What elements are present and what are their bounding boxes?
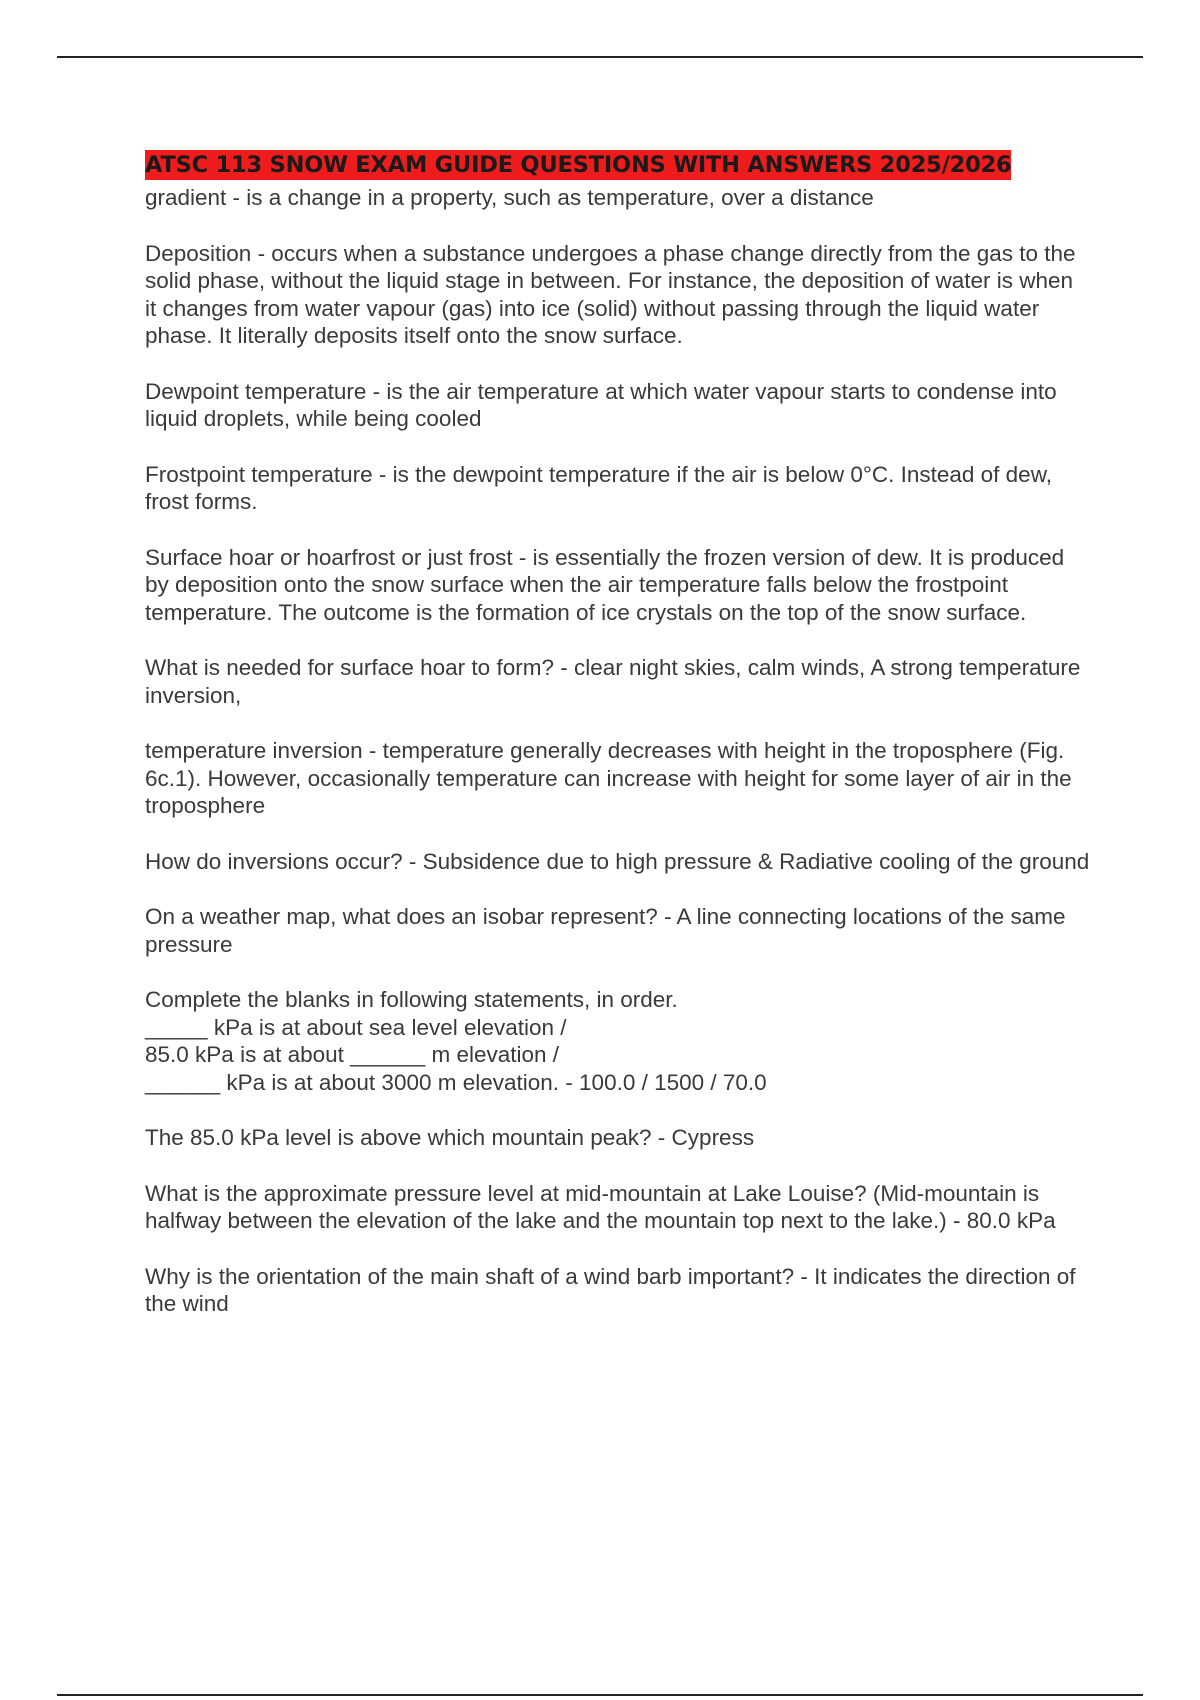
header-rule [57, 56, 1143, 58]
qa-entry-mountain-peak: The 85.0 kPa level is above which mountain peak? - Cypress [145, 1125, 755, 1150]
qa-entry-deposition: Deposition - occurs when a substance undergoes a phase change directly from the gas to the solid phase, without the liquid stage in between. For instance, the deposition of water is when it changes from water vapour (gas) into ice (solid) without passing through the liquid water phase. It literally deposits itself onto the snow surface. [145, 240, 1076, 348]
qa-entry-lake-louise: What is the approximate pressure level at mid-mountain at Lake Louise? (Mid-mountain is halfway between the elevation of the lake and the mountain top next to the lake.) - 80.0 kPa [145, 1180, 1056, 1233]
qa-entry-frostpoint: Frostpoint temperature - is the dewpoint temperature if the air is below 0°C. Instead of dew, frost forms. [145, 461, 1052, 514]
document-body [145, 147, 1090, 1346]
qa-entry-isobar: On a weather map, what does an isobar represent? - A line connecting locations of the same pressure [145, 904, 1066, 957]
qa-entry-dewpoint: Dewpoint temperature - is the air temperature at which water vapour starts to condense into liquid droplets, while being cooled [145, 378, 1057, 431]
qa-entry-gradient: gradient - is a change in a property, such as temperature, over a distance [145, 185, 874, 210]
qa-entry-pressure-blanks: Complete the blanks in following statements, in order. _____ kPa is at about sea level elevation / 85.0 kPa is at about ______ m elevation / ______ kPa is at about 3000 m elevation. - 100.0 / 1500 / 70.0 [145, 987, 767, 1095]
document-title [145, 147, 1090, 184]
qa-entry-wind-barb: Why is the orientation of the main shaft of a wind barb important? - It indicates the direction of the wind [145, 1263, 1076, 1316]
title-highlight: ATSC 113 SNOW EXAM GUIDE QUESTIONS WITH ANSWERS 2025/2026 [145, 152, 1012, 178]
footer-rule [57, 1694, 1143, 1696]
qa-entry-inversions-occur: How do inversions occur? - Subsidence due to high pressure & Radiative cooling of the ground [145, 848, 1090, 874]
qa-entry-temperature-inversion: temperature inversion - temperature generally decreases with height in the troposphere (Fig. 6c.1). However, occasionally temperature can increase with height for some layer of air in the troposphere [145, 738, 1072, 818]
qa-entry-surface-hoar-needs: What is needed for surface hoar to form? - clear night skies, calm winds, A strong temperature inversion, [145, 655, 1081, 708]
qa-entry-surface-hoar: Surface hoar or hoarfrost or just frost - is essentially the frozen version of dew. It is produced by deposition onto the snow surface when the air temperature falls below the frostpoint temperature. The outcome is the formation of ice crystals on the top of the snow surface. [145, 544, 1065, 625]
